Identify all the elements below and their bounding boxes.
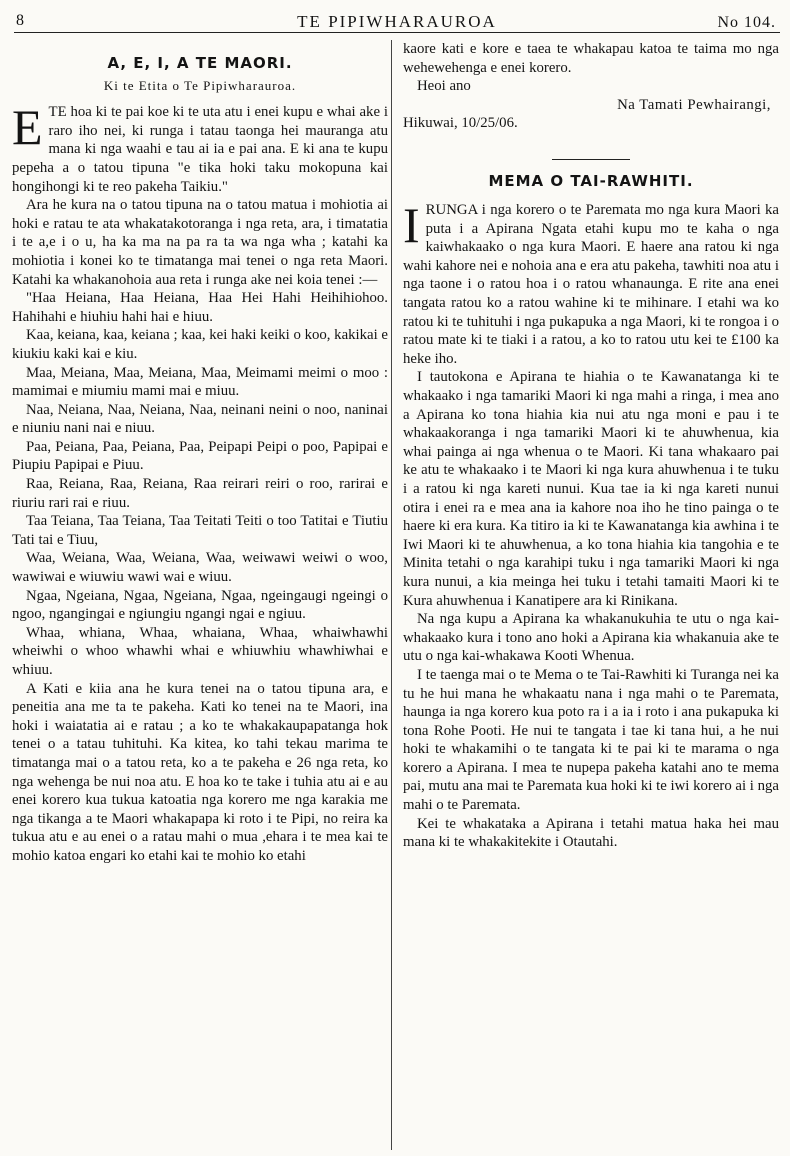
letter-place-date: Hikuwai, 10/25/06. xyxy=(403,115,518,132)
paragraph: kaore kati e kore e taea te whakapau katoa te taima mo nga wehewehenga e enei korero. xyxy=(403,41,779,76)
paragraph: Kei te whakataka a Apirana i tetahi matua haka hei mau mana ki te whakakitekite i Otautahi. xyxy=(403,815,779,851)
letter-closing: Heoi ano xyxy=(417,78,471,95)
drop-cap: I xyxy=(403,197,420,254)
page-number: 8 xyxy=(16,12,25,29)
article-headline: A, E, I, A TE MAORI. xyxy=(107,54,293,72)
paragraph: Na nga kupu a Apirana ka whakanukuhia te utu o nga kai-whakaako kura i tono ano hoki a Apirana kia whakanuia ake te utu o nga kai-whakawa Kooti Whenua. xyxy=(403,611,779,665)
page-header xyxy=(14,6,780,33)
paragraph: Ngaa, Ngeiana, Ngaa, Ngeiana, Ngaa, ngeingaugi ngeingi o ngoo, ngangingai e ngiungiu ngangi ngai e ngiuu. xyxy=(12,587,388,623)
letter-signature: Na Tamati Pewhairangi, xyxy=(617,96,771,113)
paragraph: Ara he kura na o tatou tipuna na o tatou matua i mohiotia ai hoki e ratau te ata whakatakotoranga i nga reta, ara, i timatatia i te a,e i o u, ha ka ma na pa ra ta wa nga wha ; katahi ka mohiotia i konei ko te timatanga mai tenei o nga reta Maori. Katahi ka whakanohoia aua reta i runga ake nei koia tenei :— xyxy=(12,197,388,288)
article-headline: MEMA O TAI-RAWHITI. xyxy=(488,172,694,191)
publication-title: TE PIPIWHARAUROA xyxy=(297,12,497,31)
column-divider xyxy=(391,40,392,1150)
paragraph: Naa, Neiana, Naa, Neiana, Naa, neinani neini o noo, naninai e niuniu nani nai e niuu. xyxy=(12,401,388,437)
paragraph: Kaa, keiana, kaa, keiana ; kaa, kei haki keiki o koo, kakikai e kiukiu kaki kai e kiu. xyxy=(12,327,388,362)
article-byline: Ki te Etita o Te Pipiwharauroa. xyxy=(103,77,297,93)
paragraph: A Kati e kiia ana he kura tenei na o tatou tipuna ara, e peneitia ana me ta te pakeha. Kati ko tenei na te Maori, ina hoki i waiatatia ai e ratau ; a ko te whakakaupapatanga hok tenei o a tatau tuhituhi. Ka kitea, ko tahi tekau marima te timatanga mai o a tatou reta, ko a te pakeha e 26 nga reta, ko nga wehenga be nui noa atu. E hoa ko te take i tuhia atu ai e au enei korero kua tukua katoatia nga korero me nga karakia me nga tikanga a te Maori whakapapa ki roto i te Pipi, no reira ka tukua atu e au enei o a ratau mahi o mua ,ehara i te mea kai te mohio katoa engari ko etahi kai te mohio ko etahi xyxy=(12,680,388,864)
paragraph: I tautokona e Apirana te hiahia o te Kawanatanga ki te whakaako i nga tamariki Maori ki nga mahi a ringa, i mea ano a Apirana ko tona hiahia kia nui atu nga moni e pau i te whakaakoranga i nga tamariki Maori ki te ahuwhenua, kia whai painga ai nga whenua o te Maori. Ki tana whakaaro pai ke atu te whakaako i te Maori ki nga kura ahuwhenua i te tuku i a ratou ki nga kareti nunui. Kua tae ia ki nga kareti nunui otira i enei ra e mea ana ia kahore noa iho he tino painga o te haere ki era kura. Ka titiro ia ki te Kawanatanga kia awhina i te Iwi Maori ki te ahuwhenua, a ko tona hiahia kia tangohia e te Minita tetahi o nga karahipi tuku i nga tamariki Maori ki nga kura nunui, a kia meinga hei tuku i tetahi tamaiti Maori ki te Kura ahuwhenua i Kanatipere ara ki Rinikana. xyxy=(403,369,779,609)
article-intro xyxy=(12,99,388,196)
intro-text: TE hoa ki te pai koe ki te uta atu i enei kupu e whai ake i raro iho nei, ki runga i tatau taonga hei mauranga atu mana ki nga waahi e tau ai ia e pai ana. E ki ana te kupu pepeha a o tatou tipuna "e tika hoki taku mokopuna kai hongihongi ki te reo pakeha Taikiu." xyxy=(12,104,388,195)
paragraph: Paa, Peiana, Paa, Peiana, Paa, Peipapi Peipi o poo, Papipai e Piupiu Papipai e Piuu. xyxy=(12,438,388,474)
paragraph: Maa, Meiana, Maa, Meiana, Maa, Meimami meimi o moo : mamimai e miumiu mami mai e miuu. xyxy=(12,364,388,400)
paragraph: Raa, Reiana, Raa, Reiana, Raa reirari reiri o roo, rarirai e riuriu rari rai e riuu. xyxy=(12,476,388,511)
paragraph: I te taenga mai o te Mema o te Tai-Rawhiti ki Turanga nei ka tu he hui mana he whakaatu nana i nga mahi o te Paremata, haunga ia nga korero kua poto ra i a ia i roto i ana pukapuka ki tona Rohe Pooti. He nui te tangata i tae ki tana hui, a he nui hoki te whakamihi o te tangata ki te pai ki te marama o nga korero a Apirana. I mea te nupepa pakeha katahi ano te mema pai, mutu ana mai te Paremata kua hoki ki te iwi korero ai i nga mahi o te Paremata. xyxy=(403,666,779,814)
drop-cap: E xyxy=(12,99,43,156)
issue-number: No 104. xyxy=(717,14,776,31)
intro-text: RUNGA i nga korero o te Paremata mo nga kura Maori ka puta i a Apirana Ngata etahi kupu mo te kaha o nga kaiwhakaako o nga kura Maori. E haere ana ratou ki nga wahi kahore nei e nohoia ana e era atu pakeha, tawhiti noa atu i nga taone i o ratou hoa i o ratou whanaunga. E rite ana enei tangata ratou ko a ratou wahine ki te mihinare. I etahi wa ko ratou ki te tuhituhi i nga pukapuka a nga Maori, ki te rongoa i o ratou mate ki te tiaki i a ratou, a ko to ratou utu kei te £100 ka heke iho. xyxy=(403,202,779,367)
right-column xyxy=(403,40,779,852)
paragraph: Taa Teiana, Taa Teiana, Taa Teitati Teiti o too Tatitai e Tiutiu Tati tai e Tiuu, xyxy=(12,513,388,548)
paragraph: Waa, Weiana, Waa, Weiana, Waa, weiwawi weiwi o woo, wawiwai e wiuwiu wawi wai e wiuu. xyxy=(12,550,388,586)
paragraph: Whaa, whiana, Whaa, whaiana, Whaa, whaiwhawhi wheiwhi o whoo whawhi whai e whiuwhiu whawhiwhai e whiuu. xyxy=(12,624,388,678)
article-intro xyxy=(403,197,779,368)
paragraph: "Haa Heiana, Haa Heiana, Haa Hei Hahi Heihihiohoo. Hahihahi e hiuhiu hahi hai e hiuu. xyxy=(12,290,388,325)
section-divider xyxy=(552,159,630,161)
left-column xyxy=(12,40,388,866)
